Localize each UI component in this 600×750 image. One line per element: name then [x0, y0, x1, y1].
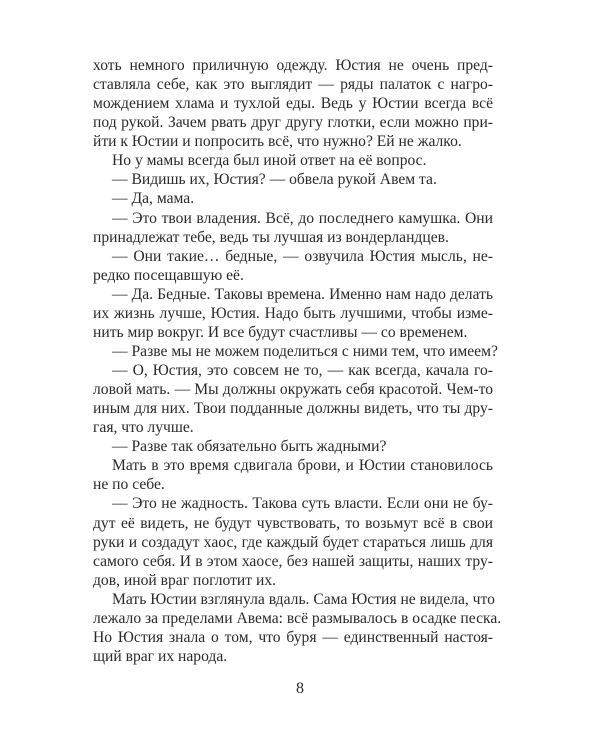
text-line: — Разве так обязательно быть жадными?	[112, 438, 387, 456]
page-body-text	[93, 56, 502, 666]
text-line: ставляла себе, как это выглядит — ряды палаток с нагро-	[93, 76, 493, 94]
text-line: щий враг их народа.	[93, 647, 228, 665]
text-line: — Видишь их, Юстия? — обвела рукой Авем та.	[112, 171, 437, 189]
text-line: мождением хлама и тухлой еды. Ведь у Юстии всегда всё	[93, 95, 493, 113]
text-line: не по себе.	[93, 476, 165, 494]
text-line: нить мир вокруг. И все будут счастливы — со временем.	[93, 323, 468, 341]
text-line: гая, что лучше.	[93, 419, 194, 437]
text-line: — Это твои владения. Всё, до последнего камушка. Они	[112, 209, 493, 227]
text-line: под рукой. Зачем рвать друг другу глотки, если можно при-	[93, 114, 493, 132]
text-line: ловой мать. — Мы должны окружать себя красотой. Чем-то	[93, 381, 493, 399]
text-line: иным для них. Твои подданные должны видеть, что ты дру-	[93, 400, 493, 418]
text-line: Но Юстия знала о том, что буря — единственный настоя-	[93, 628, 493, 646]
text-line: — Разве мы не можем поделиться с ними тем, что имеем?	[112, 342, 498, 360]
text-line: дут её видеть, не будут чувствовать, то возьмут всё в свои	[93, 514, 493, 532]
text-line: редко посещавшую её.	[93, 266, 244, 284]
text-line: йти к Юстии и попросить всё, что нужно? Ей не жалко.	[93, 133, 462, 151]
text-line: хоть немного приличную одежду. Юстия не очень пред-	[93, 57, 493, 74]
text-line: — О, Юстия, это совсем не то, — как всегда, качала го-	[112, 362, 493, 379]
text-line: Мать в это время сдвигала брови, и Юстии становилось	[112, 457, 493, 475]
text-line: дов, иной враг поглотит их.	[93, 571, 277, 589]
text-line: лежало за пределами Авема: всё размывалось в осадке песка.	[93, 609, 502, 627]
page-number: 8	[296, 680, 304, 697]
text-line: руки и создадут хаос, где каждый будет стараться лишь для	[93, 533, 493, 551]
text-line: — Это не жадность. Такова суть власти. Если они не бу-	[112, 495, 493, 513]
text-line: Но у мамы всегда был иной ответ на её вопрос.	[112, 152, 427, 170]
text-line: самого себя. И в этом хаосе, без нашей защиты, наших тру-	[93, 552, 493, 570]
text-line: — Да. Бедные. Таковы времена. Именно нам надо делать	[112, 285, 493, 303]
text-line: Мать Юстии взглянула вдаль. Сама Юстия не видела, что	[112, 590, 495, 608]
text-line: их жизнь лучше, Юстия. Надо быть лучшими, чтобы изме-	[93, 304, 493, 322]
text-line: — Они такие… бедные, — озвучила Юстия мысль, не-	[112, 247, 493, 265]
text-line: — Да, мама.	[112, 190, 195, 208]
text-line: принадлежат тебе, ведь ты лучшая из вондерландцев.	[93, 228, 449, 246]
